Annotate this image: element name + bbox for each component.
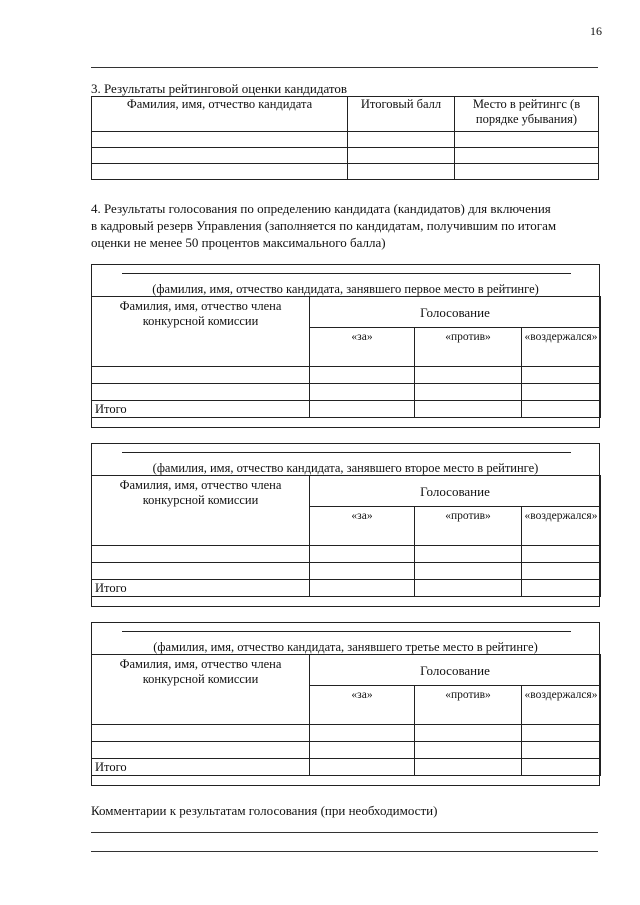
comments-line-2[interactable] — [91, 851, 598, 852]
vote-abstain-header: «воздержался» — [522, 686, 601, 725]
vote-box-third — [91, 622, 600, 786]
candidate-caption: (фамилия, имя, отчество кандидата, занявшего второе место в рейтинге) — [152, 461, 539, 475]
section4-heading-line-2: в кадровый резерв Управления (заполняется по кандидатам, получившим по итогам — [91, 218, 557, 233]
total-row — [92, 401, 601, 418]
vote-against-header: «против» — [415, 686, 522, 725]
vote-abstain-header: «воздержался» — [522, 507, 601, 546]
rating-header-place: Место в рейтингс (в порядке убывания) — [455, 97, 599, 132]
candidate-name-line[interactable] — [122, 452, 571, 453]
table-row — [92, 164, 599, 180]
candidate-name-line[interactable] — [122, 273, 571, 274]
comments-label: Комментарии к результатам голосования (при необходимости) — [91, 803, 438, 818]
table-row — [92, 132, 599, 148]
vote-table — [91, 296, 601, 418]
candidate-name-line[interactable] — [122, 631, 571, 632]
candidate-caption: (фамилия, имя, отчество кандидата, занявшего третье место в рейтинге) — [153, 640, 538, 654]
vote-against-header: «против» — [415, 507, 522, 546]
vote-against-header: «против» — [415, 328, 522, 367]
table-row — [92, 742, 601, 759]
voting-header: Голосование — [310, 655, 601, 686]
table-row — [92, 546, 601, 563]
member-header: Фамилия, имя, отчество члена конкурсной комиссии — [92, 476, 310, 546]
table-row — [92, 725, 601, 742]
rating-table — [91, 96, 599, 180]
voting-header: Голосование — [310, 476, 601, 507]
total-label: Итого — [92, 580, 310, 597]
total-label: Итого — [92, 759, 310, 776]
total-label: Итого — [92, 401, 310, 418]
table-row — [92, 148, 599, 164]
vote-box-second — [91, 443, 600, 607]
vote-table — [91, 654, 601, 776]
section4-heading-line-3: оценки не менее 50 процентов максимального балла) — [91, 235, 386, 250]
table-row — [92, 563, 601, 580]
member-header: Фамилия, имя, отчество члена конкурсной комиссии — [92, 297, 310, 367]
voting-header: Голосование — [310, 297, 601, 328]
top-divider — [91, 67, 598, 68]
comments-line-1[interactable] — [91, 832, 598, 833]
table-row — [92, 384, 601, 401]
candidate-caption: (фамилия, имя, отчество кандидата, занявшего первое место в рейтинге) — [152, 282, 539, 296]
rating-header-score: Итоговый балл — [348, 97, 455, 132]
section3-heading: 3. Результаты рейтинговой оценки кандидатов — [91, 81, 348, 96]
vote-for-header: «за» — [310, 328, 415, 367]
section4-heading-line-1: 4. Результаты голосования по определению кандидата (кандидатов) для включения — [91, 201, 551, 216]
vote-for-header: «за» — [310, 686, 415, 725]
vote-abstain-header: «воздержался» — [522, 328, 601, 367]
total-row — [92, 580, 601, 597]
vote-for-header: «за» — [310, 507, 415, 546]
total-row — [92, 759, 601, 776]
vote-table — [91, 475, 601, 597]
rating-header-name: Фамилия, имя, отчество кандидата — [92, 97, 348, 132]
vote-box-first — [91, 264, 600, 428]
member-header: Фамилия, имя, отчество члена конкурсной комиссии — [92, 655, 310, 725]
table-row — [92, 367, 601, 384]
page-number: 16 — [590, 24, 602, 38]
